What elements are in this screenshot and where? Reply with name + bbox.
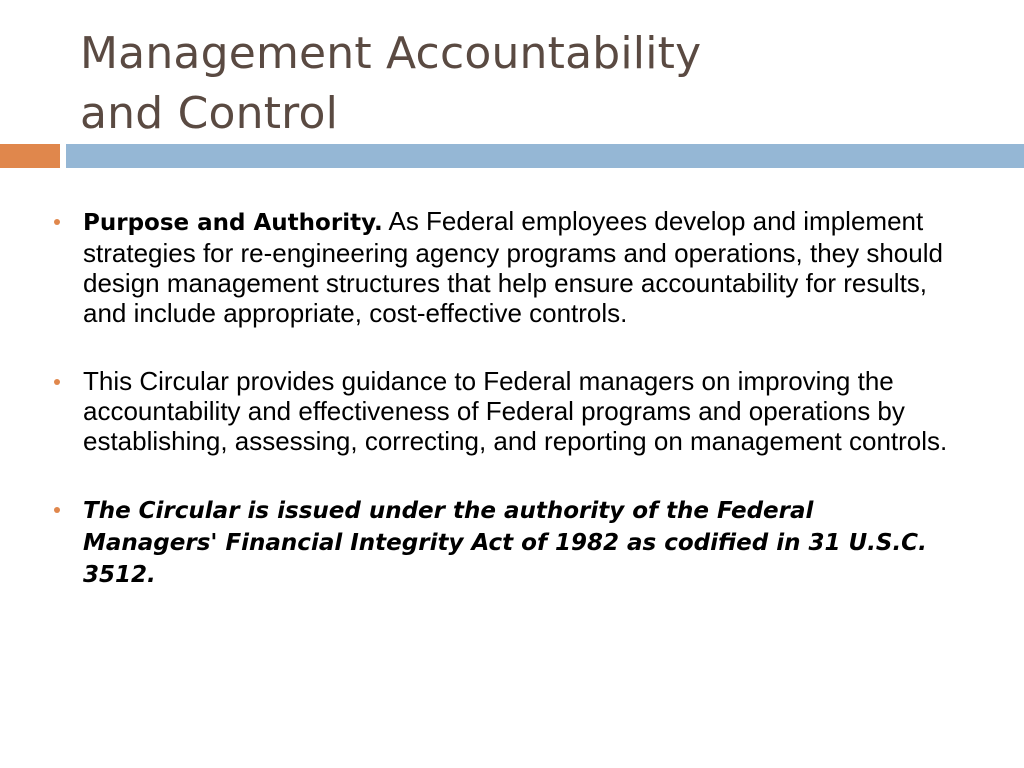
bullet-item-guidance xyxy=(52,366,952,456)
bullet-item-authority xyxy=(52,494,952,590)
title-line-2: and Control xyxy=(80,88,339,139)
title-line-1: Management Accountability xyxy=(80,28,702,79)
slide-title xyxy=(80,24,980,144)
accent-bar-orange xyxy=(0,144,60,168)
bullet-text: As Federal employees develop and implement strategies for re-engineering agency programs and operations, they should design management structures that help ensure accountability for results, and include appropriate, cost-effective controls. xyxy=(83,206,943,328)
bullet-dot-icon xyxy=(54,219,60,225)
bullet-item-purpose xyxy=(52,206,952,328)
bullet-dot-icon xyxy=(54,507,60,513)
bullet-dot-icon xyxy=(54,379,60,385)
bullet-list xyxy=(52,206,952,628)
bullet-text-emphasis: The Circular is issued under the authority of the Federal Managers' Financial Integrity Act of 1982 as codified in 31 U.S.C. 3512. xyxy=(83,498,927,588)
accent-bar-blue xyxy=(66,144,1024,168)
bullet-text: This Circular provides guidance to Federal managers on improving the accountability and effectiveness of Federal programs and operations by establishing, assessing, correcting, and reporting on management controls. xyxy=(83,366,948,456)
bullet-lead: Purpose and Authority. xyxy=(83,210,383,236)
